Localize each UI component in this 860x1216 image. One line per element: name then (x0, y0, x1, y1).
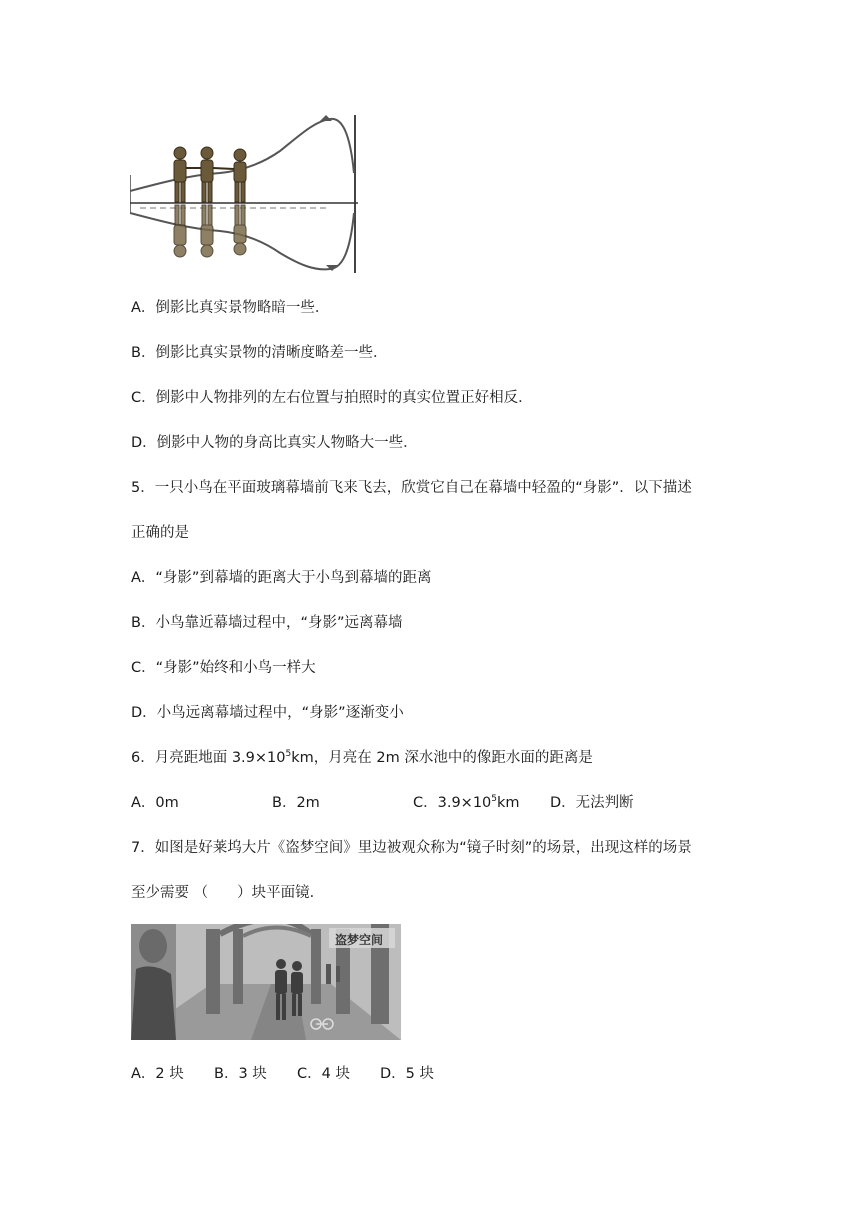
q6-stem-after: km，月亮在 2m 深水池中的像距水面的距离是 (291, 750, 593, 766)
q7-stem-line1: 7．如图是好莱坞大片《盗梦空间》里边被观众称为“镜子时刻”的场景，出现这样的场景 (131, 840, 692, 856)
q6-stem-exponent: 5 (285, 749, 292, 759)
reflection-figure (130, 113, 358, 275)
q5-option-c: C．“身影”始终和小鸟一样大 (131, 660, 316, 676)
q5-option-a: A．“身影”到幕墙的距离大于小鸟到幕墙的距离 (131, 570, 432, 586)
q5-option-d: D．小鸟远离幕墙过程中，“身影”逐渐变小 (131, 705, 404, 721)
inception-caption: 盗梦空间 (335, 933, 384, 947)
q6-option-c-exponent: 5 (491, 794, 498, 804)
q6-stem (131, 748, 593, 768)
q6-option-d: D．无法判断 (550, 795, 634, 811)
q4-option-a: A．倒影比真实景物略暗一些． (131, 300, 330, 316)
q6-option-c-before: C．3.9×10 (413, 795, 492, 811)
q6-option-a: A．0m (131, 795, 179, 811)
q6-option-c (413, 793, 520, 813)
q6-option-c-after: km (497, 795, 520, 811)
q4-option-c: C．倒影中人物排列的左右位置与拍照时的真实位置正好相反． (131, 390, 533, 406)
q7-option-c: C．4 块 (297, 1066, 350, 1082)
q6-stem-before: 6．月亮距地面 3.9×10 (131, 750, 286, 766)
q7-option-b: B．3 块 (214, 1066, 267, 1082)
q7-option-a: A．2 块 (131, 1066, 184, 1082)
q5-stem-line1: 5．一只小鸟在平面玻璃幕墙前飞来飞去，欣赏它自己在幕墙中轻盈的“身影”．以下描述 (131, 480, 692, 496)
q7-stem-line2: 至少需要 （ ）块平面镜． (131, 885, 325, 901)
q7-option-d: D．5 块 (380, 1066, 434, 1082)
q6-option-b: B．2m (272, 795, 320, 811)
q5-option-b: B．小鸟靠近幕墙过程中，“身影”远离幕墙 (131, 615, 403, 631)
q4-option-d: D．倒影中人物的身高比真实人物略大一些． (131, 435, 418, 451)
q4-option-b: B．倒影比真实景物的清晰度略差一些． (131, 345, 388, 361)
inception-mirror-figure (131, 924, 401, 1040)
reflection-figure-image (130, 113, 358, 275)
q5-stem-line2: 正确的是 (131, 525, 189, 541)
